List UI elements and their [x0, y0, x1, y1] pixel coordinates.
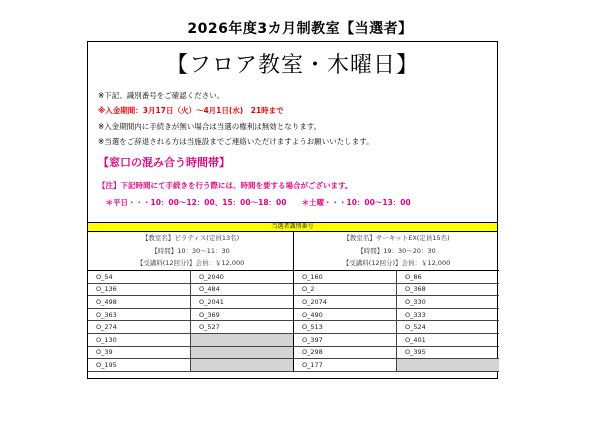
- section-heading: 【フロア教室・木曜日】: [165, 53, 419, 78]
- winner-id: O_395: [397, 346, 500, 359]
- payment-period: ※入金期間：3月17日（火）～4月1日(水) 21時まで: [98, 106, 284, 115]
- winner-id-band: 当選者識別番号: [88, 222, 497, 232]
- table-row: [294, 333, 499, 346]
- winner-id: O_333: [397, 308, 500, 321]
- winner-id: O_2040: [191, 271, 294, 284]
- winner-id-table: [88, 271, 293, 372]
- winner-id: O_498: [88, 296, 191, 309]
- winner-id: O_397: [294, 333, 397, 346]
- busy-hours-heading: 【窓口の混み合う時間帯】: [98, 156, 230, 169]
- notice-frame: [87, 41, 498, 379]
- winner-id: O_363: [88, 308, 191, 321]
- winner-id: O_490: [294, 308, 397, 321]
- class-fee: 【受講料(12回分)】会員：￥12,000: [88, 257, 293, 271]
- notice-decline: ※当選をご辞退される方は当施設までご連絡いただけますようお願いいたします。: [98, 137, 374, 146]
- winner-id: O_524: [397, 321, 500, 334]
- winner-id: O_298: [294, 346, 397, 359]
- empty-cell: [397, 359, 500, 372]
- page-title: 2026年度3カ月制教室【当選者】: [187, 21, 413, 37]
- winner-id: O_130: [88, 333, 191, 346]
- table-row: [294, 346, 499, 359]
- table-row: [88, 296, 293, 309]
- empty-cell: [191, 346, 294, 359]
- table-row: [88, 333, 293, 346]
- winner-id: O_177: [294, 359, 397, 372]
- class-time: 【時間】19：30～20：30: [357, 246, 436, 255]
- winner-id: O_160: [294, 271, 397, 284]
- notice-check-id: ※下記、識別番号をご確認ください。: [98, 91, 225, 100]
- winner-id: O_2: [294, 283, 397, 296]
- winner-id: O_2074: [294, 296, 397, 309]
- winner-id: O_2041: [191, 296, 294, 309]
- table-row: [294, 308, 499, 321]
- table-row: [88, 359, 293, 372]
- winner-id: O_54: [88, 271, 191, 284]
- winner-id: O_330: [397, 296, 500, 309]
- class-section-circuit: [293, 232, 499, 372]
- class-name: 【教室名】サーキットEX(定員15名): [343, 234, 450, 242]
- empty-cell: [191, 359, 294, 372]
- table-row: [88, 308, 293, 321]
- busy-hours-times: ＊平日・・・10：00～12：00、15：00～18：00 ＊土曜・・・10：00～13：00: [98, 198, 411, 207]
- empty-cell: [191, 333, 294, 346]
- table-row: [88, 271, 293, 284]
- winner-id: O_274: [88, 321, 191, 334]
- winner-id: O_369: [191, 308, 294, 321]
- class-time: 【時間】10：30～11：30: [151, 246, 230, 255]
- winner-id-table: [294, 271, 499, 372]
- class-section-pilates: [88, 232, 293, 372]
- table-row: [294, 283, 499, 296]
- winner-id: O_136: [88, 283, 191, 296]
- class-fee: 【受講料(12回分)】会員：￥12,000: [294, 257, 499, 271]
- table-row: [294, 296, 499, 309]
- winner-id: O_86: [397, 271, 500, 284]
- winner-id: O_195: [88, 359, 191, 372]
- table-row: [88, 346, 293, 359]
- winner-id: O_527: [191, 321, 294, 334]
- winner-id: O_39: [88, 346, 191, 359]
- winner-id: O_484: [191, 283, 294, 296]
- class-name: 【教室名】ピラティス(定員13名): [141, 234, 240, 242]
- busy-hours-note: 【注】下記時間にて手続きを行う際には、時間を要する場合がございます。: [98, 181, 353, 190]
- table-row: [294, 321, 499, 334]
- winner-id: O_401: [397, 333, 500, 346]
- table-row: [294, 271, 499, 284]
- table-row: [294, 359, 499, 372]
- winner-id: O_513: [294, 321, 397, 334]
- table-row: [88, 283, 293, 296]
- table-row: [88, 321, 293, 334]
- winner-id: O_368: [397, 283, 500, 296]
- notice-invalid: ※入金期間内に手続きが無い場合は当選の権利は無効となります。: [98, 122, 322, 131]
